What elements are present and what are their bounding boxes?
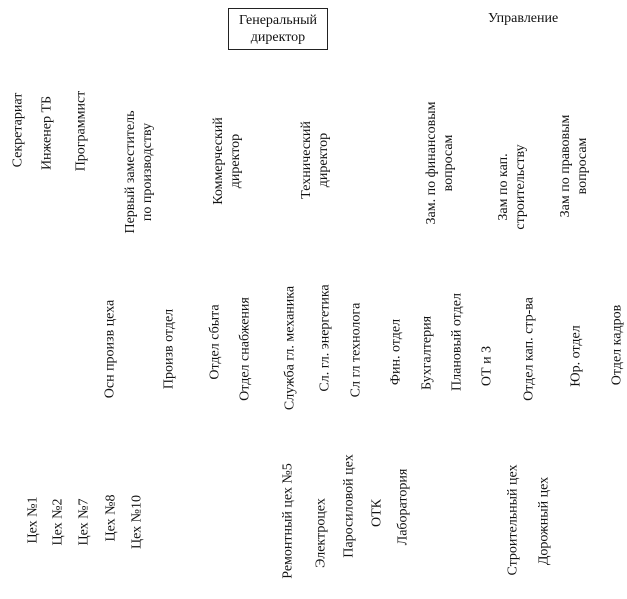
deputy-capital-construction-label: Зам по кап. строительству [496, 144, 528, 230]
steam-power-shop-label: Паросиловой цех [341, 454, 357, 558]
electrical-shop-label: Электроцех [313, 498, 329, 568]
commercial-director-label: Коммерческий директор [211, 117, 243, 205]
chief-energetic-service-label: Сл. гл. энергетика [317, 284, 333, 392]
chief-mechanic-service-label: Служба гл. механика [282, 285, 298, 411]
general-director-label: Генеральный директор [238, 13, 318, 45]
management-label: Управление [488, 11, 559, 26]
legal-department-label: Юр. отдел [568, 325, 584, 387]
construction-shop-label: Строительный цех [505, 464, 521, 576]
repair-shop-5-label: Ремонтный цех №5 [280, 463, 296, 579]
programmer-label: Программист [73, 90, 89, 172]
laboratory-label: Лаборатория [395, 468, 411, 546]
labor-wages-department-label: ОТ и З [479, 345, 495, 387]
quality-control-label: ОТК [369, 499, 385, 527]
chief-technologist-service-label: Сл гл технолога [348, 302, 364, 398]
general-director-box [228, 8, 328, 50]
production-department-label: Произв отдел [161, 308, 177, 390]
shop-2-label: Цех №2 [50, 498, 66, 546]
sales-department-label: Отдел сбыта [207, 304, 223, 380]
hr-department-label: Отдел кадров [609, 304, 625, 386]
planning-department-label: Плановый отдел [449, 293, 465, 391]
deputy-legal-label: Зам по правовым вопросам [558, 114, 590, 218]
technical-director-label: Технический директор [299, 121, 331, 199]
shop-7-label: Цех №7 [76, 498, 92, 546]
deputy-finance-label: Зам. по финансовым вопросам [424, 101, 456, 225]
supply-department-label: Отдел снабжения [237, 297, 253, 401]
main-production-shops-label: Осн произв цеха [102, 299, 118, 399]
secretariat-label: Секретариат [10, 92, 26, 168]
safety-engineer-label: Инженер ТБ [39, 95, 55, 171]
shop-8-label: Цех №8 [103, 494, 119, 542]
accounting-label: Бухгалтерия [419, 315, 435, 391]
shop-10-label: Цех №10 [129, 495, 145, 549]
road-shop-label: Дорожный цех [536, 476, 552, 566]
shop-1-label: Цех №1 [25, 496, 41, 544]
first-deputy-production-label: Первый заместитель по производству [123, 110, 155, 234]
finance-department-label: Фин. отдел [388, 318, 404, 386]
capital-construction-department-label: Отдел кап. стр-ва [521, 297, 537, 401]
